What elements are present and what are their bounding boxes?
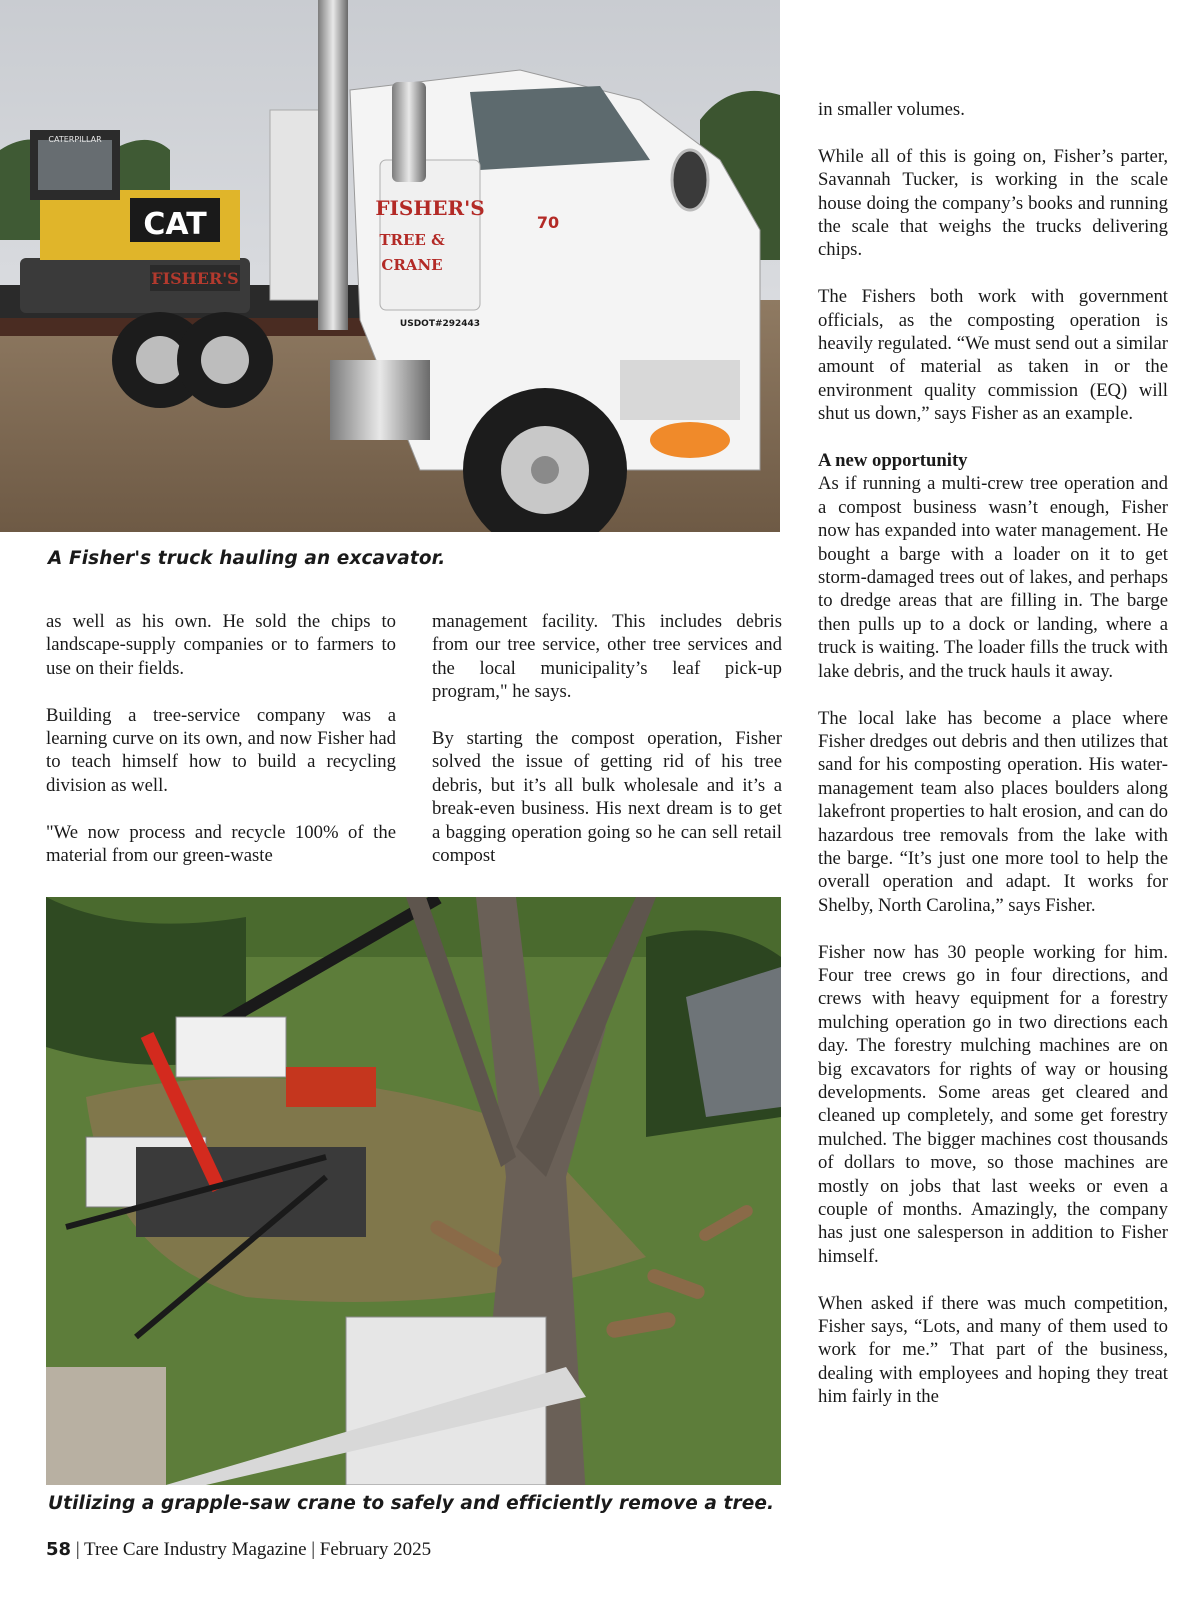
article-column-middle	[432, 610, 782, 867]
usdot-text: USDOT#292443	[399, 319, 481, 329]
paragraph: Building a tree-service company was a learning curve on its own, and now Fisher had to teach himself how to build a recycling division as well.	[46, 704, 396, 796]
paragraph: as well as his own. He sold the chips to landscape-supply companies or to farmers to use on their fields.	[46, 611, 396, 679]
cab-number: 70	[536, 213, 560, 232]
truck-photo	[0, 0, 780, 532]
crane-photo-caption: Utilizing a grapple-saw crane to safely and efficiently remove a tree.	[48, 1493, 775, 1514]
truck-photo-caption: A Fisher's truck hauling an excavator.	[48, 548, 446, 569]
paragraph: The Fishers both work with government officials, as the composting operation is heavily regulated. “We must send out a similar amount of material as taken in or the environment quality commission (EQ) will shut us down,” says Fisher as an example.	[818, 286, 1168, 425]
paragraph: Fisher now has 30 people working for him. Four tree crews go in four directions, and crews with heavy equipment for a forestry mulching operation go in two directions each day. The forestry mulching machines are on big excavators for rights of way or housing developments. Some areas get cleared and cleaned up completely, and some get forestry mulched. The bigger machines cost thousands of dollars to move, so those machines are mostly on jobs that last weeks or even a couple of months. Amazingly, the company has just one salesperson in addition to Fisher himself.	[818, 941, 1168, 1267]
crane-photo-illustration	[46, 897, 781, 1485]
paragraph: management facility. This includes debris from our tree service, other tree services and the local municipality’s leaf pick-up program," he says.	[432, 611, 782, 703]
crane-photo	[46, 897, 781, 1485]
footer-publication: | Tree Care Industry Magazine | February 2025	[71, 1539, 432, 1560]
paragraph: While all of this is going on, Fisher’s parter, Savannah Tucker, is working in the scale house doing the company’s books and running the scale that weighs the trucks delivering chips.	[818, 145, 1168, 261]
truck-photo-illustration	[0, 0, 780, 532]
section-heading: A new opportunity	[818, 450, 968, 472]
paragraph: The local lake has become a place where Fisher dredges out debris and then utilizes that sand for his composting operation. His water-management team also places boulders along lakefront properties to halt erosion, and can do hazardous tree removals from the lake with the barge. “It’s just one more tool to help the overall operation and adapt. It works for Shelby, North Carolina,” says Fisher.	[818, 707, 1168, 916]
article-column-left	[46, 610, 396, 867]
cat-logo-text: CAT	[143, 207, 207, 242]
door-line-3: CRANE	[381, 256, 443, 274]
caterpillar-text: CATERPILLAR	[48, 135, 102, 144]
paragraph: When asked if there was much competition, Fisher says, “Lots, and many of them used to work for me.” That part of the business, dealing with employees and hoping they treat him fairly in the	[818, 1292, 1168, 1408]
door-line-1: FISHER'S	[375, 196, 485, 220]
article-column-right	[818, 98, 1168, 1409]
page-footer	[46, 1539, 431, 1561]
door-line-2: TREE &	[379, 231, 445, 249]
paragraph: By starting the compost operation, Fisher solved the issue of getting rid of his tree debris, but it’s all bulk wholesale and it’s a break-even business. His next dream is to get a bagging operation going so he can sell retail compost	[432, 728, 782, 867]
exhaust-stack	[318, 0, 348, 330]
page-number: 58	[46, 1539, 72, 1560]
paragraph: As if running a multi-crew tree operation and a compost business wasn’t enough, Fisher now has expanded into water management. He bought a barge with a loader on it to get storm-damaged trees out of lakes, and perhaps to dredge areas that are filling in. The barge then pulls up to a dock or landing, where a truck is waiting. The loader fills the truck with lake debris, and the truck hauls it away.	[818, 473, 1168, 682]
paragraph: "We now process and recycle 100% of the material from our green-waste	[46, 821, 396, 867]
trailer-text: FISHER'S	[151, 269, 239, 288]
paragraph: in smaller volumes.	[818, 99, 965, 120]
